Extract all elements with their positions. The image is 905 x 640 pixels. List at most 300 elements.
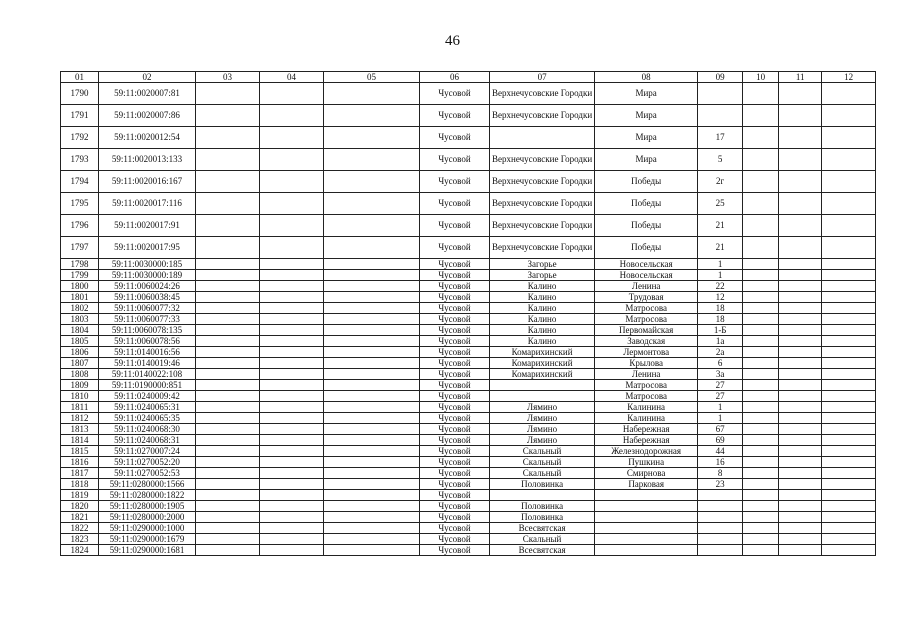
- cell-08: [595, 490, 698, 501]
- cell-05: [324, 424, 420, 435]
- cell-09: [698, 523, 743, 534]
- cell-04: [260, 127, 324, 149]
- cell-10: [743, 534, 779, 545]
- cell-05: [324, 358, 420, 369]
- cell-12: [822, 259, 876, 270]
- table-row: [61, 127, 876, 149]
- cell-07: Комарихинский: [490, 347, 595, 358]
- cell-05: [324, 292, 420, 303]
- cell-12: [822, 446, 876, 457]
- cell-03: [196, 281, 260, 292]
- cell-06: Чусовой: [420, 259, 490, 270]
- cell-06: Чусовой: [420, 380, 490, 391]
- cell-04: [260, 501, 324, 512]
- cell-12: [822, 424, 876, 435]
- cell-11: [779, 479, 822, 490]
- cell-10: [743, 457, 779, 468]
- cell-09: 18: [698, 314, 743, 325]
- cell-05: [324, 446, 420, 457]
- cell-01: 1791: [61, 105, 99, 127]
- cell-11: [779, 336, 822, 347]
- cell-02: 59:11:0020007:86: [99, 105, 196, 127]
- cell-05: [324, 270, 420, 281]
- cell-01: 1801: [61, 292, 99, 303]
- cell-02: 59:11:0060024:26: [99, 281, 196, 292]
- cell-05: [324, 512, 420, 523]
- cell-01: 1811: [61, 402, 99, 413]
- cell-05: [324, 380, 420, 391]
- table-row: [61, 237, 876, 259]
- cell-08: Смирнова: [595, 468, 698, 479]
- cell-02: 59:11:0020013:133: [99, 149, 196, 171]
- cell-11: [779, 105, 822, 127]
- cell-09: 27: [698, 380, 743, 391]
- cell-02: 59:11:0290000:1679: [99, 534, 196, 545]
- cell-02: 59:11:0240065:35: [99, 413, 196, 424]
- cell-12: [822, 281, 876, 292]
- cell-06: Чусовой: [420, 424, 490, 435]
- cell-03: [196, 270, 260, 281]
- cell-01: 1821: [61, 512, 99, 523]
- cell-10: [743, 468, 779, 479]
- cell-04: [260, 314, 324, 325]
- cell-03: [196, 259, 260, 270]
- cell-02: 59:11:0060078:56: [99, 336, 196, 347]
- cell-08: Заводская: [595, 336, 698, 347]
- table-row: [61, 83, 876, 105]
- cell-07: Скальный: [490, 534, 595, 545]
- table-row: [61, 259, 876, 270]
- table-row: [61, 215, 876, 237]
- cell-04: [260, 336, 324, 347]
- cell-11: [779, 534, 822, 545]
- cell-02: 59:11:0020017:91: [99, 215, 196, 237]
- cell-03: [196, 314, 260, 325]
- cell-12: [822, 457, 876, 468]
- cell-12: [822, 490, 876, 501]
- cell-01: 1806: [61, 347, 99, 358]
- cell-02: 59:11:0190000:851: [99, 380, 196, 391]
- cell-01: 1797: [61, 237, 99, 259]
- cell-12: [822, 402, 876, 413]
- cell-12: [822, 303, 876, 314]
- cell-04: [260, 358, 324, 369]
- table-row: [61, 314, 876, 325]
- cell-01: 1822: [61, 523, 99, 534]
- cell-01: 1794: [61, 171, 99, 193]
- cell-02: 59:11:0240068:30: [99, 424, 196, 435]
- cell-11: [779, 347, 822, 358]
- cell-10: [743, 259, 779, 270]
- cell-09: 5: [698, 149, 743, 171]
- cell-03: [196, 402, 260, 413]
- cell-06: Чусовой: [420, 446, 490, 457]
- cell-08: Победы: [595, 215, 698, 237]
- cell-03: [196, 457, 260, 468]
- cell-12: [822, 105, 876, 127]
- cell-04: [260, 83, 324, 105]
- cell-01: 1796: [61, 215, 99, 237]
- table-row: [61, 402, 876, 413]
- cell-04: [260, 380, 324, 391]
- cell-01: 1805: [61, 336, 99, 347]
- table-row: [61, 270, 876, 281]
- cell-10: [743, 336, 779, 347]
- cell-12: [822, 380, 876, 391]
- cell-11: [779, 237, 822, 259]
- cell-03: [196, 303, 260, 314]
- cell-03: [196, 215, 260, 237]
- cell-09: [698, 545, 743, 556]
- cell-07: [490, 391, 595, 402]
- cell-05: [324, 468, 420, 479]
- cell-10: [743, 358, 779, 369]
- cell-06: Чусовой: [420, 490, 490, 501]
- cell-06: Чусовой: [420, 457, 490, 468]
- cell-11: [779, 215, 822, 237]
- cell-08: Железнодорожная: [595, 446, 698, 457]
- cell-08: Матросова: [595, 391, 698, 402]
- table-row: [61, 468, 876, 479]
- cell-12: [822, 215, 876, 237]
- cell-03: [196, 468, 260, 479]
- cell-04: [260, 435, 324, 446]
- cell-09: 21: [698, 215, 743, 237]
- cell-08: Ленина: [595, 369, 698, 380]
- cell-09: [698, 490, 743, 501]
- cell-06: Чусовой: [420, 545, 490, 556]
- cell-05: [324, 127, 420, 149]
- cell-02: 59:11:0240068:31: [99, 435, 196, 446]
- cell-11: [779, 380, 822, 391]
- cell-11: [779, 391, 822, 402]
- cell-09: [698, 105, 743, 127]
- cell-05: [324, 391, 420, 402]
- cell-02: 59:11:0280000:1566: [99, 479, 196, 490]
- cell-09: [698, 512, 743, 523]
- table-row: [61, 545, 876, 556]
- cell-07: Верхнечусовские Городки: [490, 215, 595, 237]
- cell-08: Парковая: [595, 479, 698, 490]
- cell-06: Чусовой: [420, 523, 490, 534]
- cell-04: [260, 490, 324, 501]
- cell-12: [822, 468, 876, 479]
- cell-11: [779, 259, 822, 270]
- cell-03: [196, 127, 260, 149]
- cell-07: Скальный: [490, 446, 595, 457]
- cell-03: [196, 512, 260, 523]
- cell-08: Новосельская: [595, 270, 698, 281]
- cell-01: 1807: [61, 358, 99, 369]
- cell-04: [260, 457, 324, 468]
- cell-12: [822, 358, 876, 369]
- cell-12: [822, 270, 876, 281]
- cell-02: 59:11:0060077:32: [99, 303, 196, 314]
- cell-03: [196, 237, 260, 259]
- cell-05: [324, 303, 420, 314]
- cell-03: [196, 534, 260, 545]
- cell-02: 59:11:0270052:20: [99, 457, 196, 468]
- cell-12: [822, 193, 876, 215]
- cell-09: 1: [698, 402, 743, 413]
- cell-07: [490, 380, 595, 391]
- cell-10: [743, 479, 779, 490]
- cell-01: 1792: [61, 127, 99, 149]
- cell-09: 25: [698, 193, 743, 215]
- cell-03: [196, 523, 260, 534]
- table-row: [61, 171, 876, 193]
- cell-10: [743, 105, 779, 127]
- cell-10: [743, 237, 779, 259]
- cell-10: [743, 83, 779, 105]
- cell-10: [743, 512, 779, 523]
- cell-12: [822, 149, 876, 171]
- cell-02: 59:11:0290000:1000: [99, 523, 196, 534]
- table-row: [61, 523, 876, 534]
- cell-12: [822, 83, 876, 105]
- cell-03: [196, 369, 260, 380]
- cell-04: [260, 303, 324, 314]
- cell-01: 1824: [61, 545, 99, 556]
- table-row: [61, 380, 876, 391]
- cell-09: 69: [698, 435, 743, 446]
- cell-02: 59:11:0030000:189: [99, 270, 196, 281]
- cell-07: Всесвятская: [490, 523, 595, 534]
- cell-12: [822, 237, 876, 259]
- cell-04: [260, 523, 324, 534]
- cell-09: 22: [698, 281, 743, 292]
- cell-09: 3а: [698, 369, 743, 380]
- cell-12: [822, 325, 876, 336]
- cell-06: Чусовой: [420, 435, 490, 446]
- cell-07: Лямино: [490, 413, 595, 424]
- cell-05: [324, 215, 420, 237]
- cell-12: [822, 336, 876, 347]
- column-header: 06: [420, 72, 490, 83]
- cell-03: [196, 501, 260, 512]
- cell-03: [196, 435, 260, 446]
- cell-04: [260, 512, 324, 523]
- table-row: [61, 347, 876, 358]
- cell-06: Чусовой: [420, 292, 490, 303]
- cell-01: 1810: [61, 391, 99, 402]
- cell-01: 1802: [61, 303, 99, 314]
- column-header: 11: [779, 72, 822, 83]
- cell-08: [595, 501, 698, 512]
- cell-04: [260, 369, 324, 380]
- cell-09: [698, 534, 743, 545]
- table-row: [61, 303, 876, 314]
- cell-03: [196, 413, 260, 424]
- cell-07: Загорье: [490, 259, 595, 270]
- cell-08: Победы: [595, 193, 698, 215]
- cell-02: 59:11:0280000:1822: [99, 490, 196, 501]
- cell-12: [822, 314, 876, 325]
- cell-05: [324, 325, 420, 336]
- cell-03: [196, 545, 260, 556]
- cell-06: Чусовой: [420, 402, 490, 413]
- cell-06: Чусовой: [420, 358, 490, 369]
- cell-03: [196, 358, 260, 369]
- cell-04: [260, 424, 324, 435]
- cell-07: [490, 127, 595, 149]
- cell-01: 1812: [61, 413, 99, 424]
- table-row: [61, 490, 876, 501]
- cell-08: Ленина: [595, 281, 698, 292]
- column-header: 08: [595, 72, 698, 83]
- cell-02: 59:11:0140022:108: [99, 369, 196, 380]
- cell-02: 59:11:0280000:1905: [99, 501, 196, 512]
- cell-08: Матросова: [595, 380, 698, 391]
- cell-09: 8: [698, 468, 743, 479]
- column-header: 09: [698, 72, 743, 83]
- cell-12: [822, 369, 876, 380]
- table-row: [61, 534, 876, 545]
- table-row: [61, 413, 876, 424]
- page-number: 46: [445, 33, 460, 49]
- cell-04: [260, 391, 324, 402]
- cell-02: 59:11:0060077:33: [99, 314, 196, 325]
- cell-05: [324, 413, 420, 424]
- cell-01: 1817: [61, 468, 99, 479]
- table-row: [61, 149, 876, 171]
- cell-04: [260, 149, 324, 171]
- cell-07: Половинка: [490, 501, 595, 512]
- cell-02: 59:11:0270007:24: [99, 446, 196, 457]
- cell-02: 59:11:0240065:31: [99, 402, 196, 413]
- cell-06: Чусовой: [420, 193, 490, 215]
- cell-05: [324, 545, 420, 556]
- cell-03: [196, 171, 260, 193]
- cell-04: [260, 193, 324, 215]
- cell-06: Чусовой: [420, 149, 490, 171]
- column-header: 01: [61, 72, 99, 83]
- cell-09: 1-Б: [698, 325, 743, 336]
- cell-12: [822, 523, 876, 534]
- table-row: [61, 446, 876, 457]
- cell-03: [196, 490, 260, 501]
- cell-12: [822, 512, 876, 523]
- cell-02: 59:11:0020007:81: [99, 83, 196, 105]
- table-row: [61, 457, 876, 468]
- cell-04: [260, 446, 324, 457]
- cell-11: [779, 83, 822, 105]
- cell-07: Калино: [490, 336, 595, 347]
- cell-06: Чусовой: [420, 314, 490, 325]
- cell-04: [260, 545, 324, 556]
- cell-04: [260, 468, 324, 479]
- cell-12: [822, 347, 876, 358]
- cell-08: Крылова: [595, 358, 698, 369]
- cell-01: 1799: [61, 270, 99, 281]
- cell-09: 44: [698, 446, 743, 457]
- cell-11: [779, 171, 822, 193]
- cell-08: Первомайская: [595, 325, 698, 336]
- cell-06: Чусовой: [420, 237, 490, 259]
- cell-11: [779, 446, 822, 457]
- cell-08: Калинина: [595, 402, 698, 413]
- cell-02: 59:11:0020017:116: [99, 193, 196, 215]
- cell-01: 1795: [61, 193, 99, 215]
- table-row: [61, 358, 876, 369]
- cell-11: [779, 281, 822, 292]
- cell-06: Чусовой: [420, 347, 490, 358]
- cell-06: Чусовой: [420, 83, 490, 105]
- cell-05: [324, 490, 420, 501]
- cell-10: [743, 314, 779, 325]
- cell-02: 59:11:0270052:53: [99, 468, 196, 479]
- cell-10: [743, 435, 779, 446]
- cell-07: Половинка: [490, 512, 595, 523]
- cell-07: Верхнечусовские Городки: [490, 83, 595, 105]
- cell-04: [260, 413, 324, 424]
- cell-09: 16: [698, 457, 743, 468]
- cell-04: [260, 325, 324, 336]
- cell-05: [324, 501, 420, 512]
- cell-11: [779, 314, 822, 325]
- cell-10: [743, 446, 779, 457]
- cell-06: Чусовой: [420, 512, 490, 523]
- cell-04: [260, 534, 324, 545]
- cell-03: [196, 446, 260, 457]
- table-row: [61, 193, 876, 215]
- table-row: [61, 292, 876, 303]
- cell-06: Чусовой: [420, 215, 490, 237]
- cell-09: [698, 501, 743, 512]
- cell-12: [822, 479, 876, 490]
- cell-03: [196, 193, 260, 215]
- cell-01: 1809: [61, 380, 99, 391]
- cell-04: [260, 281, 324, 292]
- cell-07: Калино: [490, 281, 595, 292]
- table-row: [61, 369, 876, 380]
- cell-07: Калино: [490, 314, 595, 325]
- cell-08: Победы: [595, 171, 698, 193]
- cell-09: 6: [698, 358, 743, 369]
- cell-11: [779, 292, 822, 303]
- cell-07: Верхнечусовские Городки: [490, 171, 595, 193]
- cell-11: [779, 402, 822, 413]
- cell-03: [196, 479, 260, 490]
- column-header: 04: [260, 72, 324, 83]
- cell-11: [779, 325, 822, 336]
- cell-06: Чусовой: [420, 391, 490, 402]
- cell-01: 1819: [61, 490, 99, 501]
- cell-01: 1815: [61, 446, 99, 457]
- cell-11: [779, 490, 822, 501]
- cell-02: 59:11:0020016:167: [99, 171, 196, 193]
- cell-05: [324, 534, 420, 545]
- table-row: [61, 105, 876, 127]
- column-header: 05: [324, 72, 420, 83]
- table-row: [61, 391, 876, 402]
- cell-01: 1798: [61, 259, 99, 270]
- cell-07: Всесвятская: [490, 545, 595, 556]
- cell-01: 1823: [61, 534, 99, 545]
- cell-12: [822, 435, 876, 446]
- column-header: 10: [743, 72, 779, 83]
- cell-01: 1816: [61, 457, 99, 468]
- cell-03: [196, 292, 260, 303]
- cell-12: [822, 292, 876, 303]
- cell-09: 1: [698, 259, 743, 270]
- cell-04: [260, 270, 324, 281]
- cell-06: Чусовой: [420, 127, 490, 149]
- cell-05: [324, 369, 420, 380]
- cell-05: [324, 435, 420, 446]
- cell-09: 18: [698, 303, 743, 314]
- cell-01: 1820: [61, 501, 99, 512]
